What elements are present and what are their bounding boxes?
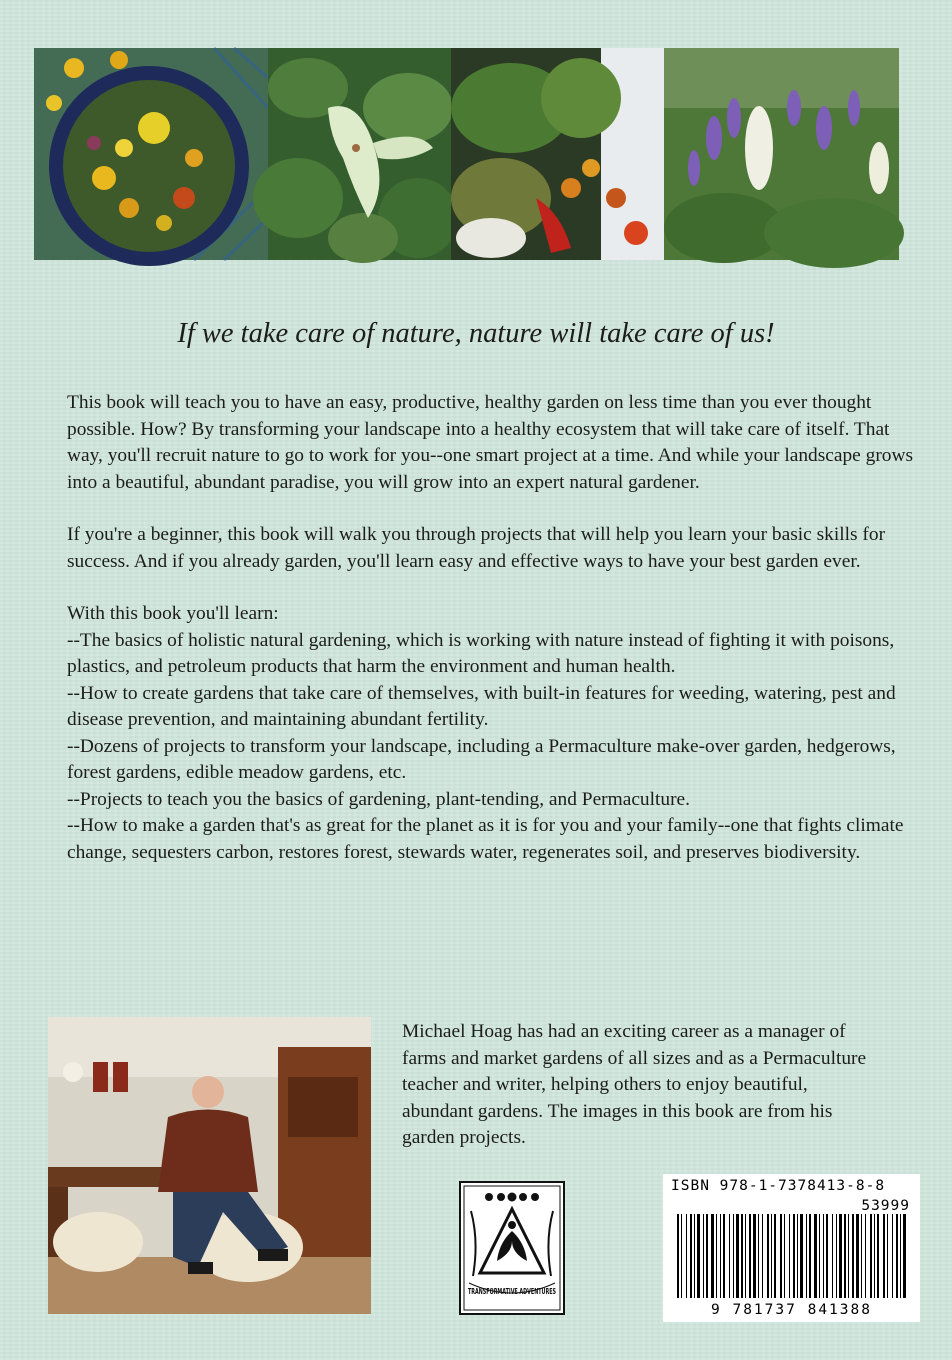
- learn-list-intro: With this book you'll learn:: [67, 603, 279, 624]
- harvest-bowl-photo: [34, 48, 268, 260]
- learn-list-item: --How to make a garden that's as great for the planet as it is for you and your family--one that fights climate change, sequesters carbon, restores forest, stewards water, regenerates soil, and preserves biodiversity.: [67, 815, 904, 863]
- isbn-label: ISBN 978-1-7378413-8-8: [671, 1178, 886, 1194]
- barcode-bars: [669, 1200, 915, 1300]
- description-paragraph: If you're a beginner, this book will walk you through projects that will help you learn your basic skills for success. And if you already garden, you'll learn easy and effective ways to have your best garden ever.: [67, 524, 886, 572]
- publisher-logo: [459, 1181, 565, 1315]
- isbn-barcode: [663, 1174, 920, 1322]
- learn-list-item: --How to create gardens that take care of themselves, with built-in features for weeding, watering, pest and disease prevention, and maintaining abundant fertility.: [67, 682, 896, 730]
- learn-list-item: --Projects to teach you the basics of gardening, plant-tending, and Permaculture.: [67, 788, 690, 810]
- learn-list-item: --The basics of holistic natural gardening, which is working with nature instead of fighting it with poisons, plastics, and petroleum products that harm the environment and human health.: [67, 629, 895, 677]
- photo-strip: [34, 48, 899, 260]
- barcode-digits: 9 781737 841388: [711, 1302, 872, 1318]
- book-description: [67, 390, 917, 866]
- author-photo: [48, 1017, 371, 1314]
- price-code: 53999: [861, 1198, 910, 1214]
- publisher-name: TRANSFORMATIVE ADVENTURES: [468, 1287, 556, 1296]
- luna-moth-photo: [268, 48, 451, 260]
- description-paragraph: This book will teach you to have an easy, productive, healthy garden on less time than you ever thought possible. How? By transforming your landscape into a healthy ecosystem that will take care of itself. That way, you'll recruit nature to go to work for you--one smart project at a time. And while your landscape grows into a beautiful, abundant paradise, you will grow into an expert natural gardener.: [67, 392, 914, 493]
- learn-list-item: --Dozens of projects to transform your landscape, including a Permaculture make-over garden, hedgerows, forest gardens, edible meadow gardens, etc.: [67, 735, 896, 783]
- author-bio: Michael Hoag has had an exciting career as a manager of farms and market gardens of all sizes and as a Permaculture teacher and writer, helping others to enjoy beautiful, abundant gardens. The images in this book are from his garden projects.: [402, 1021, 867, 1148]
- tagline: If we take care of nature, nature will take care of us!: [177, 318, 775, 349]
- lupine-meadow-photo: [664, 48, 899, 260]
- vegetable-harvest-photo: [451, 48, 664, 260]
